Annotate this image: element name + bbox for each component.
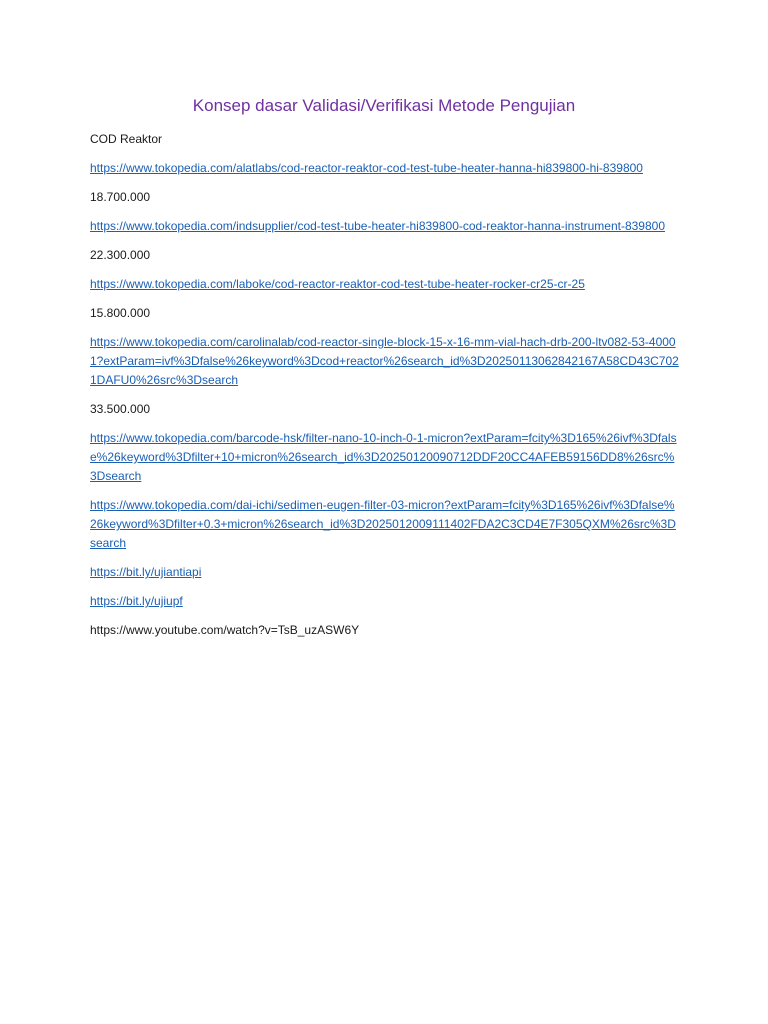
youtube-url-text: https://www.youtube.com/watch?v=TsB_uzASW6Y [90, 623, 360, 637]
product-link-5[interactable]: https://www.tokopedia.com/barcode-hsk/filter-nano-10-inch-0-1-micron?extParam=fcity%3D165%26ivf%3Dfalse%26keyword%3Dfilter+10+micron%26search_id%3D20250120090712DDF20CC4AFEB59156DD8%26src%3Dsearch [90, 431, 677, 483]
price-2: 22.300.000 [90, 248, 151, 262]
price-3: 15.800.000 [90, 306, 151, 320]
product-link-2[interactable]: https://www.tokopedia.com/indsupplier/cod-test-tube-heater-hi839800-cod-reaktor-hanna-instrument-839800 [90, 219, 665, 233]
section-label-cod-reaktor: COD Reaktor [90, 132, 163, 146]
product-link-3[interactable]: https://www.tokopedia.com/laboke/cod-reactor-reaktor-cod-test-tube-heater-rocker-cr25-cr-25 [90, 277, 585, 291]
short-link-ujiupf[interactable]: https://bit.ly/ujiupf [90, 594, 183, 608]
product-link-6[interactable]: https://www.tokopedia.com/dai-ichi/sedimen-eugen-filter-03-micron?extParam=fcity%3D165%26ivf%3Dfalse%26keyword%3Dfilter+0.3+micron%26search_id%3D2025012009111402FDA2C3CD4E7F305QXM%26src%3Dsearch [90, 498, 676, 550]
product-link-1[interactable]: https://www.tokopedia.com/alatlabs/cod-reactor-reaktor-cod-test-tube-heater-hanna-hi839800-hi-839800 [90, 161, 643, 175]
price-1: 18.700.000 [90, 190, 151, 204]
document-body [90, 94, 680, 650]
short-link-ujiantiapi[interactable]: https://bit.ly/ujiantiapi [90, 565, 202, 579]
product-link-4[interactable]: https://www.tokopedia.com/carolinalab/cod-reactor-single-block-15-x-16-mm-vial-hach-drb-200-ltv082-53-40001?extParam=ivf%3Dfalse%26keyword%3Dcod+reactor%26search_id%3D20250113062842167A58CD43C7021DAFU0%26src%3Dsearch [90, 335, 679, 387]
page-title: Konsep dasar Validasi/Verifikasi Metode Pengujian [192, 96, 576, 115]
price-4: 33.500.000 [90, 402, 151, 416]
